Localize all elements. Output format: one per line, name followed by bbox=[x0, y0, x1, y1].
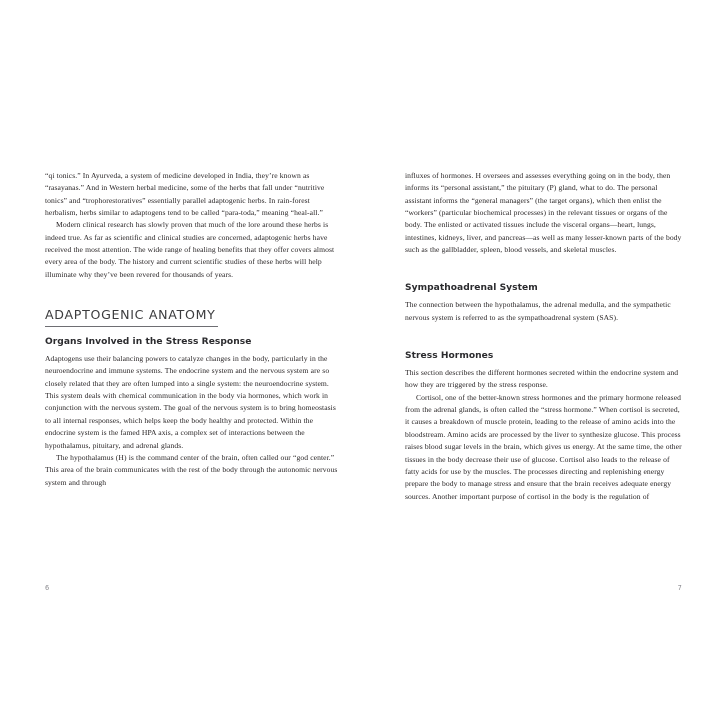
page-right bbox=[360, 0, 720, 720]
section-heading-sympathoadrenal: Sympathoadrenal System bbox=[405, 283, 538, 294]
paragraph: Modern clinical research has slowly proven that much of the lore around these herbs is indeed true. As far as scientific and clinical studies are concerned, adaptogenic herbs have received the most attention. The wide range of healing benefits that they offer covers almost every area of the body. The history and current scientific studies of these herbs will help illuminate why they’ve been revered for thousands of years. bbox=[45, 220, 335, 279]
paragraph: Cortisol, one of the better-known stress hormones and the primary hormone released from the adrenal glands, is often called the “stress hormone.” When cortisol is secreted, it causes a breakdown of muscle protein, leading to the release of amino acids into the bloodstream. Amino acids are processed by the liver to synthesize glucose. This process raises blood sugar levels in the brain, which gives us energy. At the same time, the other tissues in the body decrease their use of glucose. Cortisol also leads to the release of fatty acids for use by the muscles. The processes directing and replenishing energy prepare the body to manage stress and ensure that the brain receives adequate energy sources. Another important purpose of cortisol in the body is the regulation of bbox=[405, 392, 682, 501]
section-spacer bbox=[405, 324, 682, 350]
right-column bbox=[405, 170, 682, 503]
section-heading-organs: Organs Involved in the Stress Response bbox=[45, 337, 252, 348]
paragraph: influxes of hormones. H oversees and assesses everything going on in the body, then informs its “personal assistant,” the pituitary (P) gland, what to do. The personal assistant informs the “general managers” (the target organs), which then enlist the “workers” (particular biochemical processes) in the relevant tissues or organs of the body. The enlisted or activated tissues include the visceral organs—heart, lungs, intestines, kidneys, liver, and pancreas—as well as many lesser-known parts of the body such as the gallbladder, spleen, blood vessels, and skeletal muscles. bbox=[405, 171, 682, 255]
left-column bbox=[45, 170, 338, 489]
chapter-heading-block bbox=[45, 307, 338, 327]
chapter-heading: ADAPTOGENIC ANATOMY bbox=[45, 307, 216, 323]
paragraph: This section describes the different hormones secreted within the endocrine system and how they are triggered by the stress response. bbox=[405, 368, 679, 390]
paragraph: The hypothalamus (H) is the command center of the brain, often called our “god center.” This area of the brain communicates with the rest of the body through the autonomic nervous system and through bbox=[45, 452, 338, 487]
section-spacer bbox=[405, 256, 682, 282]
paragraph: Adaptogens use their balancing powers to catalyze changes in the body, particularly in the neuroendocrine and immune systems. The endocrine system and the nervous system are so closely related that they are often lumped into a single system: the neuroendocrine system. This system deals with chemical communication in the body via hormones, which work in conjunction with the nervous system. The goal of the nervous system is to bring homeostasis to all internal responses, which helps keep the body healthy and protected. Within the endocrine system is the famed HPA axis, a complex set of interactions between the hypothalamus, pituitary, and adrenal glands. bbox=[45, 354, 336, 450]
page-number-left: 6 bbox=[45, 584, 50, 592]
paragraph: “qi tonics.” In Ayurveda, a system of medicine developed in India, they’re known as “rasayanas.” And in Western herbal medicine, some of the herbs that fall under “nutritive tonics” and “trophorestoratives” essentially parallel adaptogenic herbs. In rain-forest herbalism, herbs similar to adaptogens tend to be called “para-toda,” meaning “heal-all.” bbox=[45, 171, 325, 218]
chapter-heading-rule bbox=[45, 326, 218, 327]
section-heading-stress-hormones: Stress Hormones bbox=[405, 351, 494, 362]
paragraph: The connection between the hypothalamus, the adrenal medulla, and the sympathetic nervous system is referred to as the sympathoadrenal system (SAS). bbox=[405, 300, 671, 322]
page-number-right: 7 bbox=[677, 584, 682, 592]
